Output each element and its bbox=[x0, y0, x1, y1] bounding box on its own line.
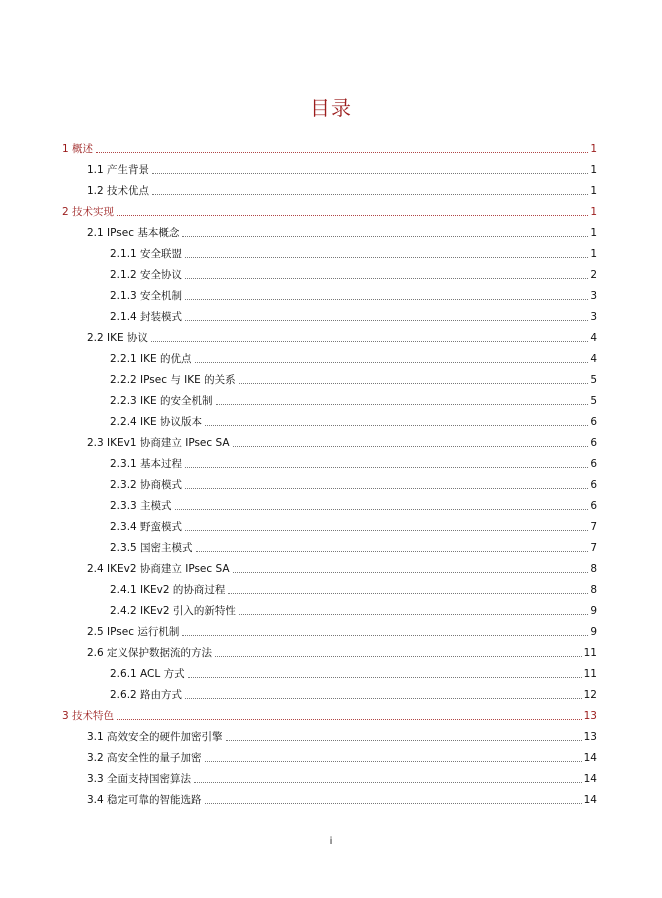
toc-entry-page-number: 1 bbox=[590, 248, 597, 260]
toc-entry-level-2[interactable] bbox=[87, 621, 597, 639]
toc-leader-dots bbox=[185, 467, 588, 468]
toc-leader-dots bbox=[152, 173, 588, 174]
toc-entry-label: 3 技术特色 bbox=[62, 710, 115, 722]
toc-leader-dots bbox=[185, 299, 588, 300]
toc-entry-level-2[interactable] bbox=[87, 768, 597, 786]
toc-leader-dots bbox=[239, 383, 589, 384]
toc-entry-level-3[interactable] bbox=[110, 264, 597, 282]
toc-entry-page-number: 6 bbox=[590, 479, 597, 491]
toc-entry-label: 3.3 全面支持国密算法 bbox=[87, 773, 192, 785]
toc-entry-label: 2.1.2 安全协议 bbox=[110, 269, 183, 281]
toc-entry-label: 1.1 产生背景 bbox=[87, 164, 150, 176]
toc-entry-level-2[interactable] bbox=[87, 327, 597, 345]
toc-leader-dots bbox=[185, 488, 588, 489]
toc-entry-level-3[interactable] bbox=[110, 600, 597, 618]
toc-leader-dots bbox=[185, 320, 588, 321]
toc-entry-level-1[interactable] bbox=[62, 201, 597, 219]
toc-entry-level-3[interactable] bbox=[110, 306, 597, 324]
toc-entry-page-number: 11 bbox=[583, 668, 597, 680]
toc-entry-page-number: 7 bbox=[590, 521, 597, 533]
toc-leader-dots bbox=[182, 236, 588, 237]
toc-entry-page-number: 13 bbox=[583, 731, 597, 743]
toc-entry-page-number: 6 bbox=[590, 458, 597, 470]
toc-entry-label: 1.2 技术优点 bbox=[87, 185, 150, 197]
toc-leader-dots bbox=[96, 152, 588, 153]
toc-entry-page-number: 7 bbox=[590, 542, 597, 554]
toc-entry-label: 2.3.5 国密主模式 bbox=[110, 542, 193, 554]
toc-leader-dots bbox=[205, 425, 588, 426]
toc-entry-label: 2.2.2 IPsec 与 IKE 的关系 bbox=[110, 374, 236, 386]
toc-entry-page-number: 5 bbox=[590, 395, 597, 407]
toc-entry-level-3[interactable] bbox=[110, 684, 597, 702]
toc-entry-level-3[interactable] bbox=[110, 474, 597, 492]
toc-entry-level-2[interactable] bbox=[87, 726, 597, 744]
toc-leader-dots bbox=[185, 278, 588, 279]
toc-entry-level-3[interactable] bbox=[110, 495, 597, 513]
toc-leader-dots bbox=[228, 593, 588, 594]
toc-leader-dots bbox=[233, 446, 589, 447]
toc-entry-label: 2.3 IKEv1 协商建立 IPsec SA bbox=[87, 437, 230, 449]
toc-entry-page-number: 1 bbox=[590, 143, 597, 155]
toc-entry-page-number: 6 bbox=[590, 416, 597, 428]
toc-entry-level-3[interactable] bbox=[110, 348, 597, 366]
toc-entry-label: 1 概述 bbox=[62, 143, 94, 155]
toc-entry-page-number: 6 bbox=[590, 500, 597, 512]
toc-entry-level-3[interactable] bbox=[110, 579, 597, 597]
toc-leader-dots bbox=[233, 572, 589, 573]
toc-entry-level-3[interactable] bbox=[110, 243, 597, 261]
toc-entry-label: 2.3.1 基本过程 bbox=[110, 458, 183, 470]
toc-entry-level-1[interactable] bbox=[62, 138, 597, 156]
toc-leader-dots bbox=[205, 761, 582, 762]
toc-entry-label: 2.6 定义保护数据流的方法 bbox=[87, 647, 213, 659]
toc-entry-label: 2.4.2 IKEv2 引入的新特性 bbox=[110, 605, 236, 617]
toc-entry-page-number: 11 bbox=[583, 647, 597, 659]
toc-entry-label: 2 技术实现 bbox=[62, 206, 115, 218]
toc-entry-label: 2.2.4 IKE 协议版本 bbox=[110, 416, 203, 428]
toc-entry-page-number: 2 bbox=[590, 269, 597, 281]
toc-entry-label: 2.3.4 野蛮模式 bbox=[110, 521, 183, 533]
toc-entry-label: 2.2.1 IKE 的优点 bbox=[110, 353, 192, 365]
toc-entry-level-2[interactable] bbox=[87, 558, 597, 576]
toc-entry-page-number: 14 bbox=[583, 752, 597, 764]
toc-leader-dots bbox=[215, 656, 582, 657]
toc-entry-label: 3.2 高安全性的量子加密 bbox=[87, 752, 202, 764]
page-title: 目录 bbox=[310, 96, 352, 120]
toc-entry-page-number: 5 bbox=[590, 374, 597, 386]
toc-entry-level-2[interactable] bbox=[87, 222, 597, 240]
toc-entry-label: 2.4.1 IKEv2 的协商过程 bbox=[110, 584, 226, 596]
toc-entry-page-number: 9 bbox=[590, 626, 597, 638]
toc-entry-label: 2.5 IPsec 运行机制 bbox=[87, 626, 180, 638]
toc-leader-dots bbox=[185, 257, 588, 258]
toc-entry-page-number: 14 bbox=[583, 773, 597, 785]
toc-entry-level-3[interactable] bbox=[110, 390, 597, 408]
toc-leader-dots bbox=[152, 194, 588, 195]
toc-entry-page-number: 1 bbox=[590, 227, 597, 239]
toc-leader-dots bbox=[194, 782, 582, 783]
toc-entry-label: 2.1.4 封装模式 bbox=[110, 311, 183, 323]
toc-entry-label: 2.2.3 IKE 的安全机制 bbox=[110, 395, 213, 407]
page-number-footer: i bbox=[329, 836, 333, 847]
toc-entry-label: 2.6.1 ACL 方式 bbox=[110, 668, 185, 680]
toc-entry-label: 2.1.3 安全机制 bbox=[110, 290, 183, 302]
toc-entry-page-number: 1 bbox=[590, 206, 597, 218]
toc-leader-dots bbox=[188, 677, 582, 678]
toc-entry-label: 2.3.3 主模式 bbox=[110, 500, 172, 512]
toc-entry-label: 2.3.2 协商模式 bbox=[110, 479, 183, 491]
toc-entry-level-2[interactable] bbox=[87, 432, 597, 450]
toc-entry-level-1[interactable] bbox=[62, 705, 597, 723]
toc-entry-level-3[interactable] bbox=[110, 369, 597, 387]
toc-entry-level-3[interactable] bbox=[110, 285, 597, 303]
toc-entry-level-2[interactable] bbox=[87, 180, 597, 198]
toc-entry-level-2[interactable] bbox=[87, 789, 597, 807]
toc-entry-level-3[interactable] bbox=[110, 516, 597, 534]
toc-leader-dots bbox=[226, 740, 582, 741]
toc-leader-dots bbox=[175, 509, 589, 510]
toc-entry-level-2[interactable] bbox=[87, 747, 597, 765]
toc-leader-dots bbox=[151, 341, 588, 342]
toc-leader-dots bbox=[216, 404, 589, 405]
toc-entry-label: 2.2 IKE 协议 bbox=[87, 332, 148, 344]
toc-entry-label: 3.1 高效安全的硬件加密引擎 bbox=[87, 731, 223, 743]
toc-leader-dots bbox=[196, 551, 589, 552]
toc-entry-page-number: 8 bbox=[590, 563, 597, 575]
toc-entry-page-number: 9 bbox=[590, 605, 597, 617]
toc-entry-label: 2.4 IKEv2 协商建立 IPsec SA bbox=[87, 563, 230, 575]
toc-entry-level-3[interactable] bbox=[110, 453, 597, 471]
toc-entry-page-number: 4 bbox=[590, 353, 597, 365]
toc-leader-dots bbox=[185, 698, 582, 699]
toc-entry-page-number: 1 bbox=[590, 164, 597, 176]
toc-entry-label: 2.1.1 安全联盟 bbox=[110, 248, 183, 260]
toc-entry-level-3[interactable] bbox=[110, 537, 597, 555]
toc-entry-label: 3.4 稳定可靠的智能选路 bbox=[87, 794, 202, 806]
toc-entry-level-3[interactable] bbox=[110, 663, 597, 681]
toc-leader-dots bbox=[185, 530, 588, 531]
toc-entry-page-number: 13 bbox=[583, 710, 597, 722]
toc-leader-dots bbox=[117, 719, 582, 720]
toc-entry-label: 2.1 IPsec 基本概念 bbox=[87, 227, 180, 239]
toc-entry-page-number: 14 bbox=[583, 794, 597, 806]
toc-entry-page-number: 12 bbox=[583, 689, 597, 701]
toc-leader-dots bbox=[239, 614, 588, 615]
toc-entry-label: 2.6.2 路由方式 bbox=[110, 689, 183, 701]
toc-entry-page-number: 3 bbox=[590, 311, 597, 323]
toc-leader-dots bbox=[182, 635, 588, 636]
toc-entry-page-number: 6 bbox=[590, 437, 597, 449]
toc-leader-dots bbox=[205, 803, 582, 804]
toc-entry-level-2[interactable] bbox=[87, 642, 597, 660]
toc-leader-dots bbox=[195, 362, 589, 363]
toc-entry-level-2[interactable] bbox=[87, 159, 597, 177]
toc-entry-page-number: 3 bbox=[590, 290, 597, 302]
toc-entry-page-number: 1 bbox=[590, 185, 597, 197]
toc-entry-page-number: 4 bbox=[590, 332, 597, 344]
toc-entry-level-3[interactable] bbox=[110, 411, 597, 429]
toc-leader-dots bbox=[117, 215, 588, 216]
toc-entry-page-number: 8 bbox=[590, 584, 597, 596]
